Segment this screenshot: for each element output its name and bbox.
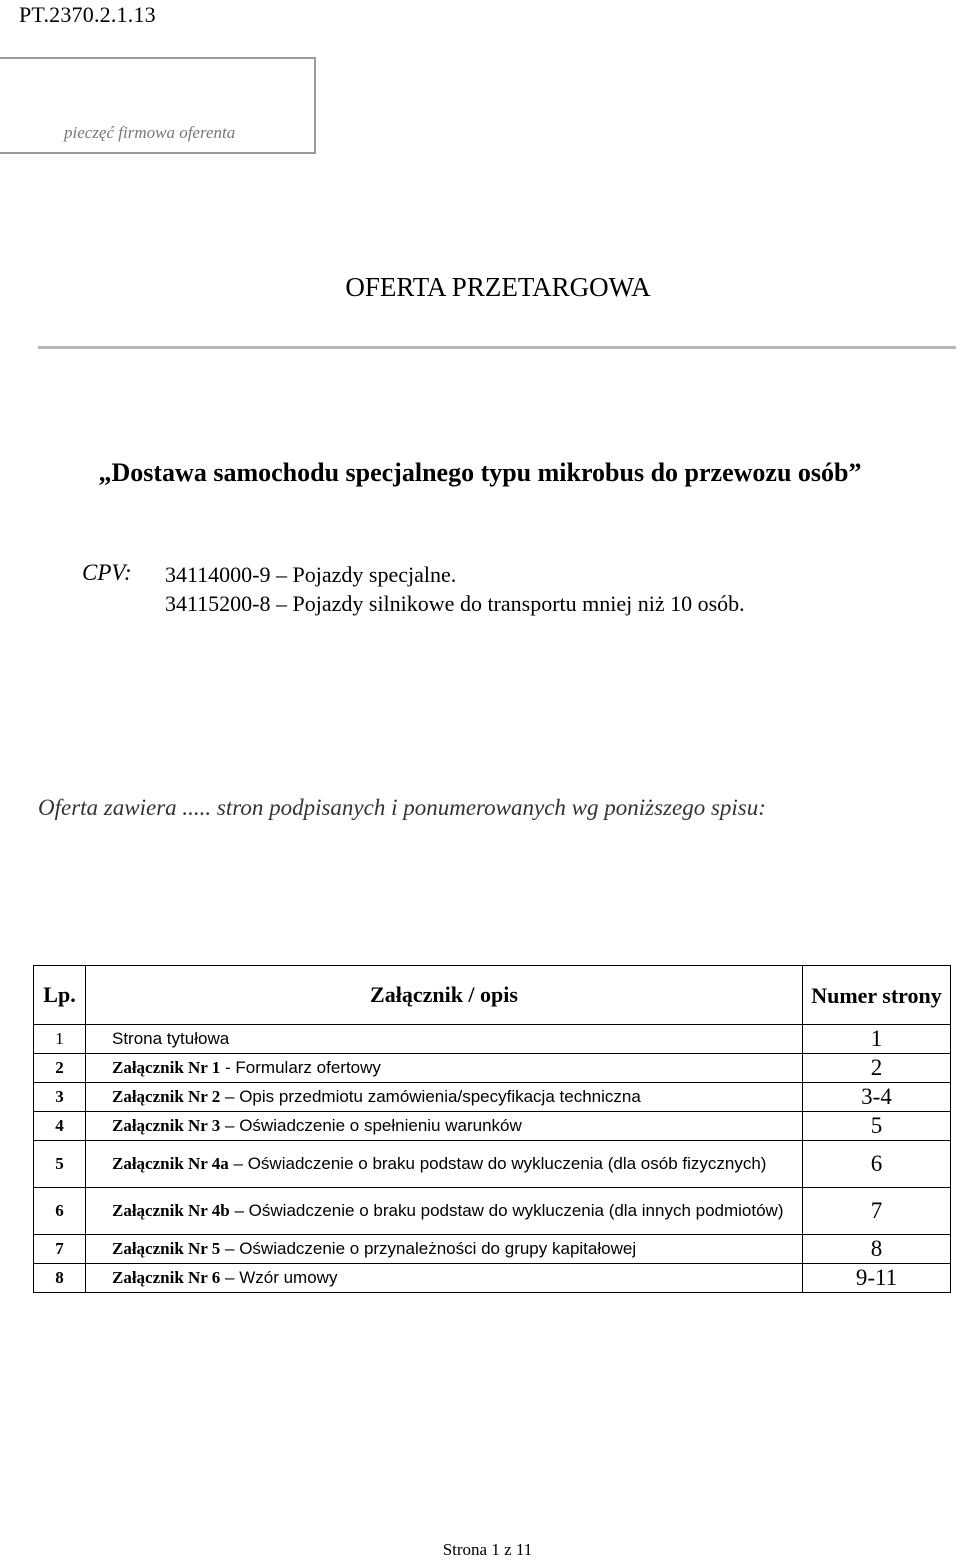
- attachments-table: [33, 965, 951, 1293]
- page-footer: Strona 1 z 11: [442, 1540, 533, 1559]
- row-number: 8: [34, 1264, 86, 1293]
- row-description: [86, 1235, 803, 1264]
- attachment-text: – Oświadczenie o spełnieniu warunków: [220, 1116, 522, 1135]
- cpv-code-line: 34115200-8 – Pojazdy silnikowe do transportu mniej niż 10 osób.: [165, 591, 745, 616]
- header-description: Załącznik / opis: [86, 966, 803, 1025]
- row-description: [86, 1025, 803, 1054]
- document-number: PT.2370.2.1.13: [19, 2, 156, 27]
- table-header-row: [34, 966, 951, 1025]
- row-number: 4: [34, 1112, 86, 1141]
- table-row: [34, 1083, 951, 1112]
- page-title: OFERTA PRZETARGOWA: [345, 272, 651, 302]
- header-lp: Lp.: [34, 966, 86, 1025]
- row-number: 3: [34, 1083, 86, 1112]
- attachment-name: Załącznik Nr 3: [112, 1116, 221, 1135]
- table-row: [34, 1054, 951, 1083]
- row-page: 1: [803, 1025, 951, 1054]
- attachment-text: Strona tytułowa: [112, 1029, 230, 1048]
- row-description: [86, 1141, 803, 1188]
- row-number: 7: [34, 1235, 86, 1264]
- row-description: [86, 1188, 803, 1235]
- cpv-label: CPV:: [82, 560, 132, 585]
- row-description: [86, 1264, 803, 1293]
- row-description: [86, 1083, 803, 1112]
- row-description: [86, 1054, 803, 1083]
- attachment-name: Załącznik Nr 4b: [112, 1201, 230, 1220]
- attachment-text: - Formularz ofertowy: [220, 1058, 381, 1077]
- row-number: 2: [34, 1054, 86, 1083]
- attachment-name: Załącznik Nr 4a: [112, 1154, 229, 1173]
- table-row: [34, 1264, 951, 1293]
- title-divider: [38, 346, 956, 349]
- attachment-name: Załącznik Nr 2: [112, 1087, 221, 1106]
- row-number: 5: [34, 1141, 86, 1188]
- row-page: 2: [803, 1054, 951, 1083]
- row-number: 1: [34, 1025, 86, 1054]
- attachment-name: Załącznik Nr 6: [112, 1268, 221, 1287]
- table-row: [34, 1235, 951, 1264]
- row-page: 5: [803, 1112, 951, 1141]
- attachment-text: – Oświadczenie o braku podstaw do wykluczenia (dla innych podmiotów): [229, 1201, 784, 1220]
- attachment-text: – Opis przedmiotu zamówienia/specyfikacja techniczna: [220, 1087, 641, 1106]
- row-description: [86, 1112, 803, 1141]
- stamp-label: pieczęć firmowa oferenta: [64, 123, 236, 142]
- attachment-name: Załącznik Nr 1: [112, 1058, 221, 1077]
- row-number: 6: [34, 1188, 86, 1235]
- row-page: 7: [803, 1188, 951, 1235]
- attachment-text: – Oświadczenie o przynależności do grupy kapitałowej: [220, 1239, 637, 1258]
- row-page: 3-4: [803, 1083, 951, 1112]
- cpv-code-line: 34114000-9 – Pojazdy specjalne.: [165, 562, 457, 587]
- row-page: 6: [803, 1141, 951, 1188]
- row-page: 9-11: [803, 1264, 951, 1293]
- table-row: [34, 1025, 951, 1054]
- attachment-name: Załącznik Nr 5: [112, 1239, 221, 1258]
- table-row: [34, 1188, 951, 1235]
- table-row: [34, 1141, 951, 1188]
- offer-contents-note: Oferta zawiera ..... stron podpisanych i ponumerowanych wg poniższego spisu:: [38, 795, 766, 820]
- company-stamp-box: [0, 57, 316, 154]
- attachment-text: – Oświadczenie o braku podstaw do wykluczenia (dla osób fizycznych): [228, 1154, 767, 1173]
- tender-subject: „Dostawa samochodu specjalnego typu mikrobus do przewozu osób”: [98, 458, 862, 487]
- header-page-number: Numer strony: [803, 966, 951, 1025]
- table-row: [34, 1112, 951, 1141]
- row-page: 8: [803, 1235, 951, 1264]
- attachment-text: – Wzór umowy: [220, 1268, 338, 1287]
